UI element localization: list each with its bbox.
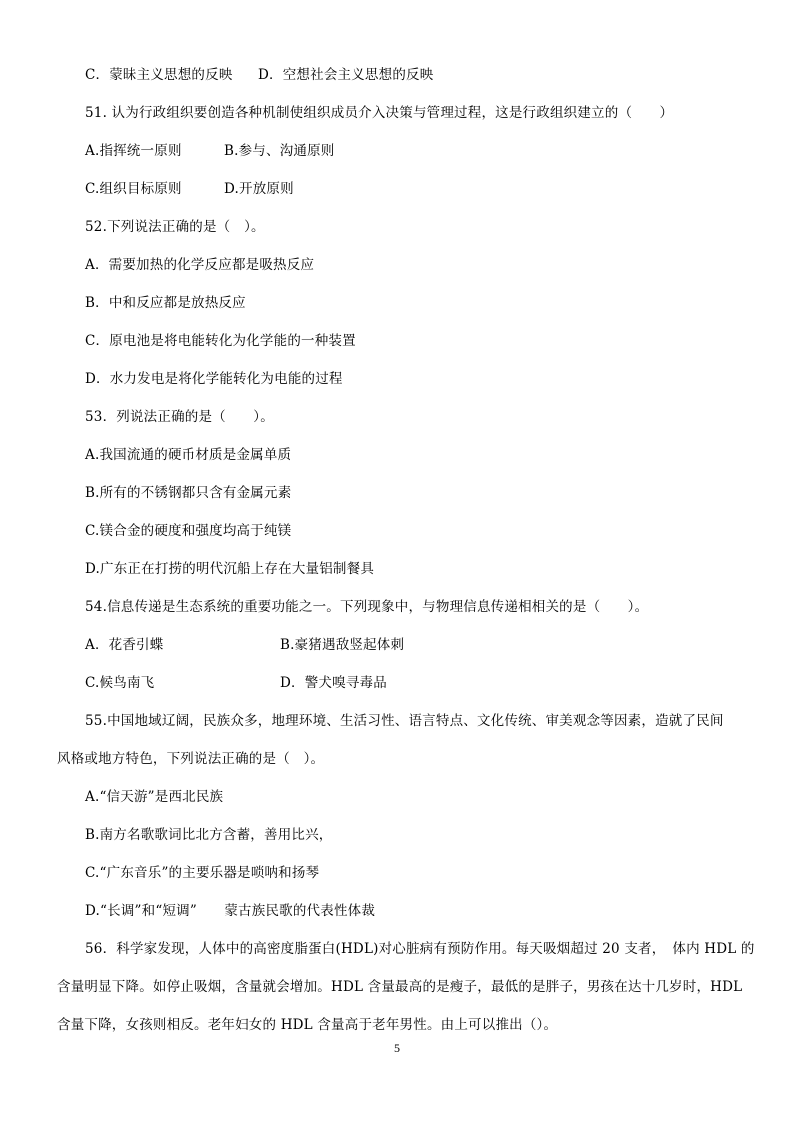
question-55-line-1: 55.中国地域辽阔，民族众多，地理环境、生活习性、语言特点、文化传统、审美观念等因素，造就了民间 [85,713,724,729]
question-56-line-1: 56．科学家发现，人体中的高密度脂蛋白(HDL)对心脏病有预防作用。每天吸烟超过 20 支者， 体内 HDL 的 [85,941,755,957]
option-d-q54: D．警犬嗅寻毒品 [280,675,387,691]
option-c-q53: C.镁合金的硬度和强度均高于纯镁 [85,523,292,539]
question-56-line-2: 含量明显下降。如停止吸烟，含量就会增加。HDL 含量最高的是瘦子，最低的是胖子，男孩在达十几岁时，HDL [57,979,743,995]
option-a-q54: A．花香引蝶 [85,637,164,653]
option-a-q55: A.“信天游”是西北民族 [85,789,224,805]
page-number: 5 [394,1041,400,1055]
option-b-q51: B.参与、沟通原则 [224,143,335,159]
option-a-q51: A.指挥统一原则 [85,143,182,159]
option-b-q53: B.所有的不锈钢都只含有金属元素 [85,485,292,501]
option-a-q52: A．需要加热的化学反应都是吸热反应 [85,257,315,273]
question-53: 53．列说法正确的是（ ）。 [85,409,274,425]
option-b-q52: B．中和反应都是放热反应 [85,295,246,311]
question-52: 52.下列说法正确的是（ ）。 [85,219,265,235]
question-54: 54.信息传递是生态系统的重要功能之一。下列现象中，与物理信息传递相相关的是（ ）。 [85,599,649,615]
option-b-q54: B.豪猪遇敌竖起体刺 [280,637,405,653]
option-d-q53: D.广东正在打捞的明代沉船上存在大量铝制餐具 [85,561,375,577]
question-55-line-2: 风格或地方特色，下列说法正确的是（ ）。 [57,751,325,767]
option-c-q52: C．原电池是将电能转化为化学能的一种装置 [85,333,356,349]
option-b-q55: B.南方名歌歌词比北方含蓄，善用比兴， [85,827,333,843]
option-d-q55: D.“长调”和“短调” 蒙古族民歌的代表性体裁 [85,903,376,919]
option-d-q52: D．水力发电是将化学能转化为电能的过程 [85,371,343,387]
option-d-q51: D.开放原则 [224,181,294,197]
question-51: 51. 认为行政组织要创造各种机制使组织成员介入决策与管理过程，这是行政组织建立的（ ） [85,105,674,121]
option-c-q55: C.“广东音乐”的主要乐器是唢呐和扬琴 [85,865,320,881]
option-a-q53: A.我国流通的硬币材质是金属单质 [85,447,292,463]
option-c-q50: C．蒙昧主义思想的反映 [85,67,233,83]
option-c-q51: C.组织目标原则 [85,181,182,197]
question-56-line-3: 含量下降，女孩则相反。老年妇女的 HDL 含量高于老年男性。由上可以推出（）。 [57,1017,558,1033]
option-c-q54: C.候鸟南飞 [85,675,155,691]
option-d-q50: D．空想社会主义思想的反映 [258,67,434,83]
